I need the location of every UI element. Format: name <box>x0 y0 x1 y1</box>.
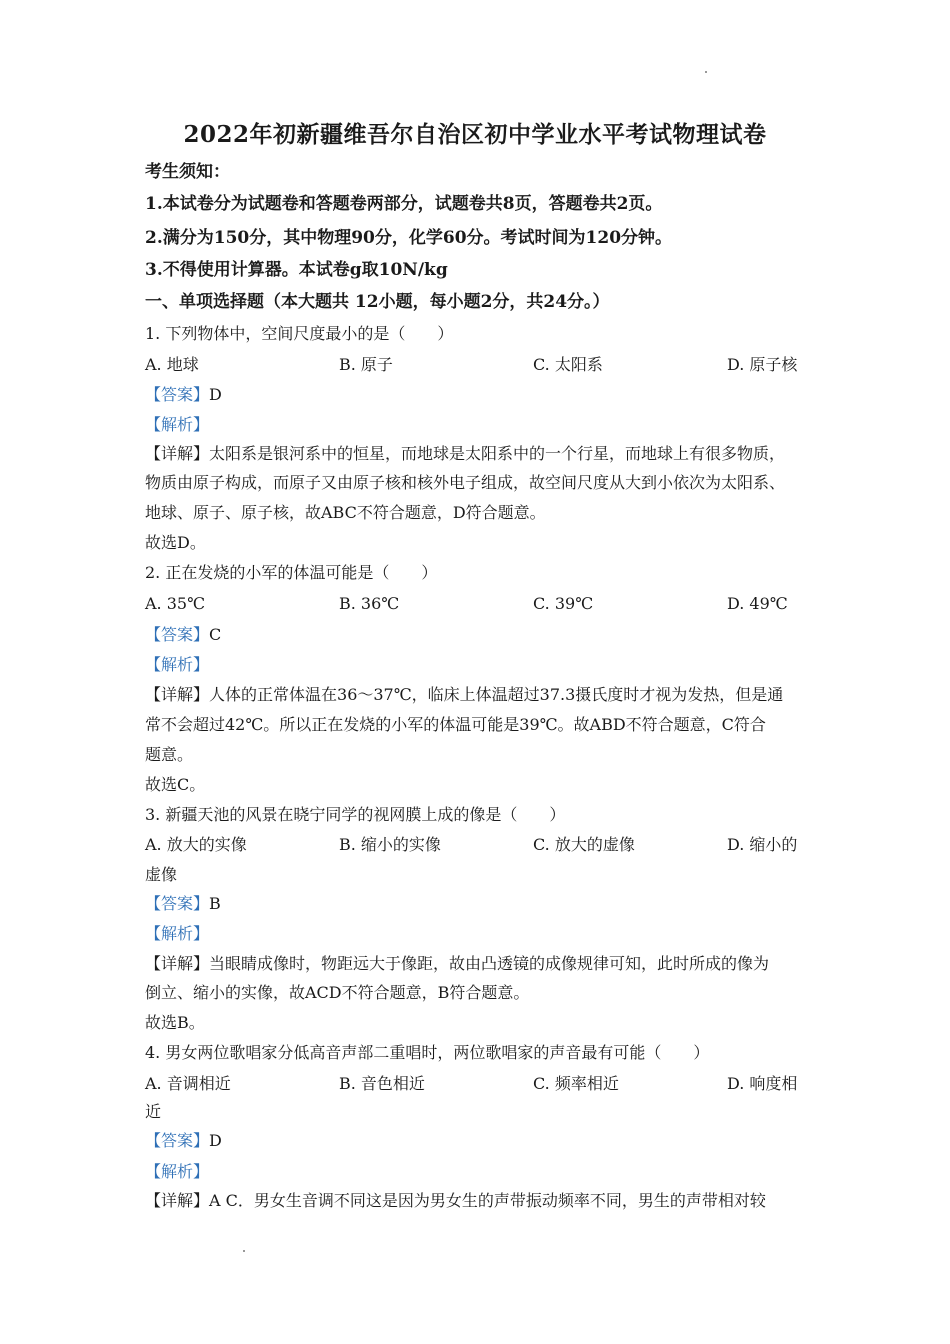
option-c: C. 放大的虚像 <box>533 835 635 854</box>
option-d: D. 原子核 <box>727 355 798 374</box>
answer-label: 【答案】 <box>145 1131 210 1150</box>
answer-line <box>145 893 815 915</box>
analysis-label: 【解析】 <box>145 415 210 434</box>
scan-dot <box>243 1250 245 1252</box>
analysis-label: 【解析】 <box>145 924 210 943</box>
option-a: A. 35℃ <box>145 594 205 613</box>
question-stem: 4. 男女两位歌唱家分低高音声部二重唱时，两位歌唱家的声音最有可能（ ） <box>145 1043 710 1062</box>
detail-label: 【详解】 <box>145 1191 210 1210</box>
detail-line: 常不会超过42℃。所以正在发烧的小军的体温可能是39℃。故ABD不符合题意，C符合 <box>145 715 766 734</box>
conclusion: 故选C。 <box>145 775 206 794</box>
page-title: 2022年初新疆维吾尔自治区初中学业水平考试物理试卷 <box>183 121 767 148</box>
option-b: B. 音色相近 <box>339 1074 425 1093</box>
answer-line <box>145 624 815 646</box>
detail-label: 【详解】 <box>145 685 210 704</box>
answer-label: 【答案】 <box>145 625 210 644</box>
scan-dot <box>705 71 707 73</box>
section-heading: 一、单项选择题（本大题共 12小题，每小题2分，共24分。） <box>145 292 610 312</box>
option-b: B. 缩小的实像 <box>339 835 441 854</box>
analysis-label: 【解析】 <box>145 655 210 674</box>
detail-line: 【详解】人体的正常体温在36～37℃，临床上体温超过37.3摄氏度时才视为发热，但是通 <box>145 685 784 704</box>
conclusion: 故选B。 <box>145 1013 205 1032</box>
detail-line: 倒立、缩小的实像，故ACD不符合题意，B符合题意。 <box>145 983 530 1002</box>
analysis-label: 【解析】 <box>145 1162 210 1181</box>
option-a: A. 放大的实像 <box>145 835 247 854</box>
answer-line <box>145 384 815 406</box>
option-d: D. 49℃ <box>727 594 788 613</box>
notice-heading: 考生须知： <box>145 162 230 182</box>
detail-line: 地球、原子、原子核，故ABC不符合题意，D符合题意。 <box>145 503 546 522</box>
option-wrap: 虚像 <box>145 865 178 884</box>
detail-label: 【详解】 <box>145 954 210 973</box>
question-stem: 2. 正在发烧的小军的体温可能是（ ） <box>145 563 438 582</box>
answer-label: 【答案】 <box>145 894 210 913</box>
option-a: A. 地球 <box>145 355 199 374</box>
conclusion: 故选D。 <box>145 533 206 552</box>
answer-line <box>145 1130 815 1152</box>
detail-line: 【详解】太阳系是银河系中的恒星，而地球是太阳系中的一个行星，而地球上有很多物质， <box>145 444 786 463</box>
option-b: B. 36℃ <box>339 594 400 613</box>
answer-label: 【答案】 <box>145 385 210 404</box>
detail-line: 物质由原子构成，而原子又由原子核和核外电子组成，故空间尺度从大到小依次为太阳系、 <box>145 473 786 492</box>
option-b: B. 原子 <box>339 355 393 374</box>
detail-label: 【详解】 <box>145 444 210 463</box>
option-c: C. 39℃ <box>533 594 594 613</box>
answer-value: D <box>209 1131 222 1150</box>
answer-value: C <box>209 625 222 644</box>
detail-line: 【详解】当眼睛成像时，物距远大于像距，故由凸透镜的成像规律可知，此时所成的像为 <box>145 954 770 973</box>
question-stem: 3. 新疆天池的风景在晓宁同学的视网膜上成的像是（ ） <box>145 805 566 824</box>
notice-item: 3.不得使用计算器。本试卷g取10N/kg <box>145 260 448 280</box>
notice-item: 2.满分为150分，其中物理90分，化学60分。考试时间为120分钟。 <box>145 228 673 248</box>
answer-value: D <box>209 385 222 404</box>
option-wrap: 近 <box>145 1102 162 1121</box>
option-d: D. 缩小的 <box>727 835 798 854</box>
option-d: D. 响度相 <box>727 1074 798 1093</box>
option-c: C. 太阳系 <box>533 355 603 374</box>
notice-item: 1.本试卷分为试题卷和答题卷两部分，试题卷共8页，答题卷共2页。 <box>145 194 663 214</box>
answer-value: B <box>209 894 221 913</box>
detail-line: 题意。 <box>145 745 194 764</box>
option-a: A. 音调相近 <box>145 1074 231 1093</box>
question-stem: 1. 下列物体中，空间尺度最小的是（ ） <box>145 324 454 343</box>
detail-line: 【详解】A C．男女生音调不同这是因为男女生的声带振动频率不同，男生的声带相对较 <box>145 1191 766 1210</box>
option-c: C. 频率相近 <box>533 1074 619 1093</box>
